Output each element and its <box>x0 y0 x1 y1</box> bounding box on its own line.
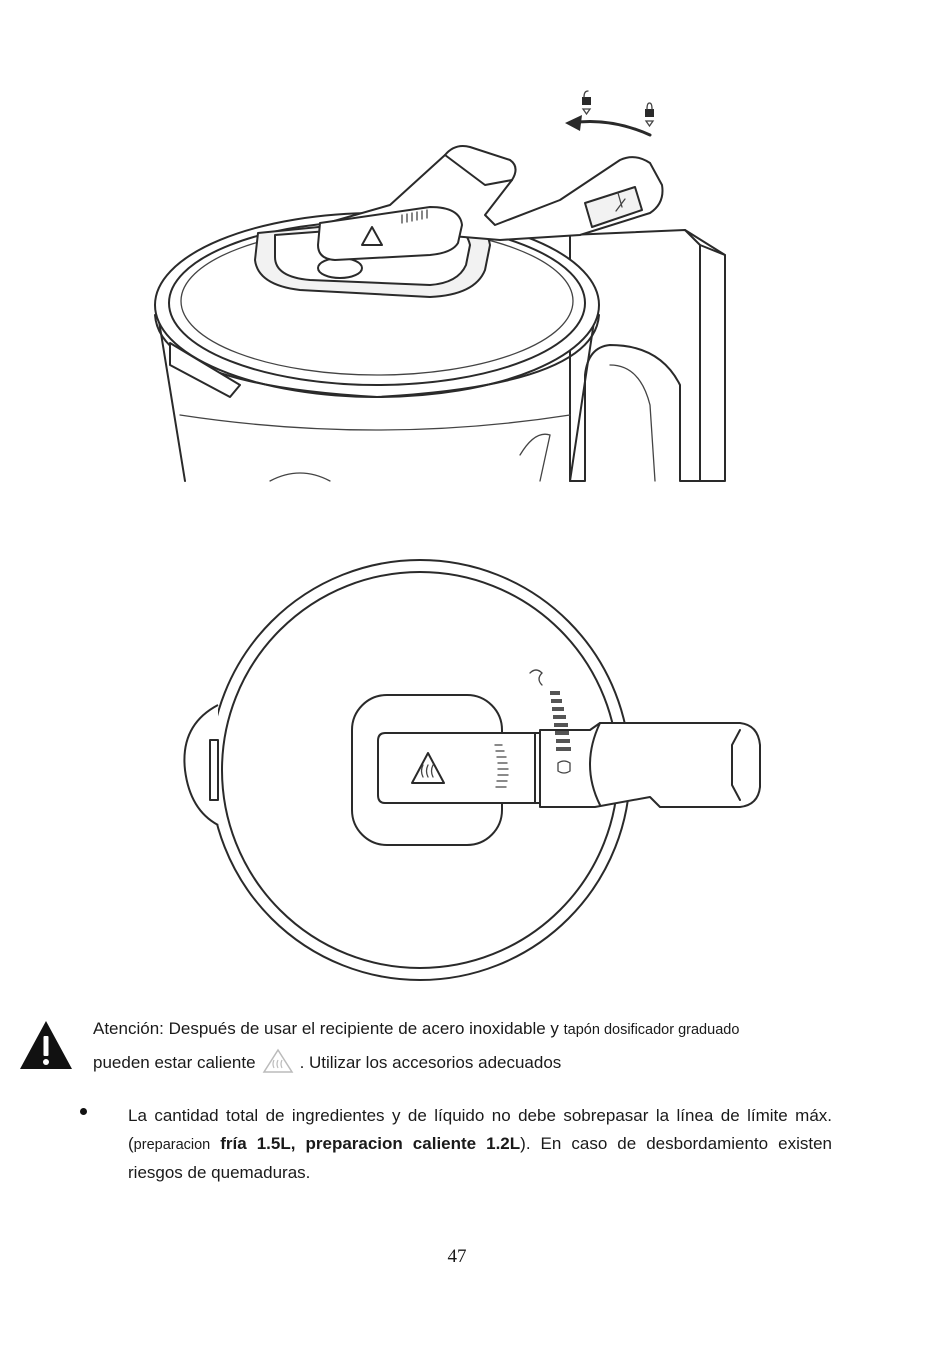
bullet-text-part-2: ). En caso de desbordamiento existen riesgos de quemaduras. <box>128 1134 832 1182</box>
bullet-text-part-1: La cantidad total de ingredientes y de líquido no debe sobrepasar la línea de límite máx. ( <box>128 1106 832 1153</box>
bullet-text-bold: fría 1.5L, preparacion caliente 1.2L <box>220 1134 521 1153</box>
warning-line-2 <box>93 1048 561 1074</box>
warning-notice <box>18 1015 898 1075</box>
bullet-marker <box>80 1108 87 1115</box>
capacity-bullet <box>80 1102 832 1187</box>
bullet-text <box>128 1102 832 1187</box>
page-number: 47 <box>447 1246 467 1267</box>
warning-text-small: tapón dosificador graduado <box>563 1022 740 1038</box>
unlock-icon <box>582 91 591 114</box>
warning-text-main: Atención: Después de usar el recipiente de acero inoxidable y <box>93 1019 559 1038</box>
warning-text-after: . Utilizar los accesorios adecuados <box>299 1053 562 1072</box>
warning-line-1 <box>93 1018 739 1041</box>
lock-icon <box>645 103 654 126</box>
lid-top-view-illustration <box>180 555 780 985</box>
warning-triangle-icon <box>18 1019 74 1071</box>
jug-lid-rotation-illustration <box>140 85 740 485</box>
hot-surface-icon <box>262 1048 294 1074</box>
warning-text-before: pueden estar caliente <box>93 1053 256 1072</box>
bullet-text-small: preparacion <box>133 1137 211 1153</box>
